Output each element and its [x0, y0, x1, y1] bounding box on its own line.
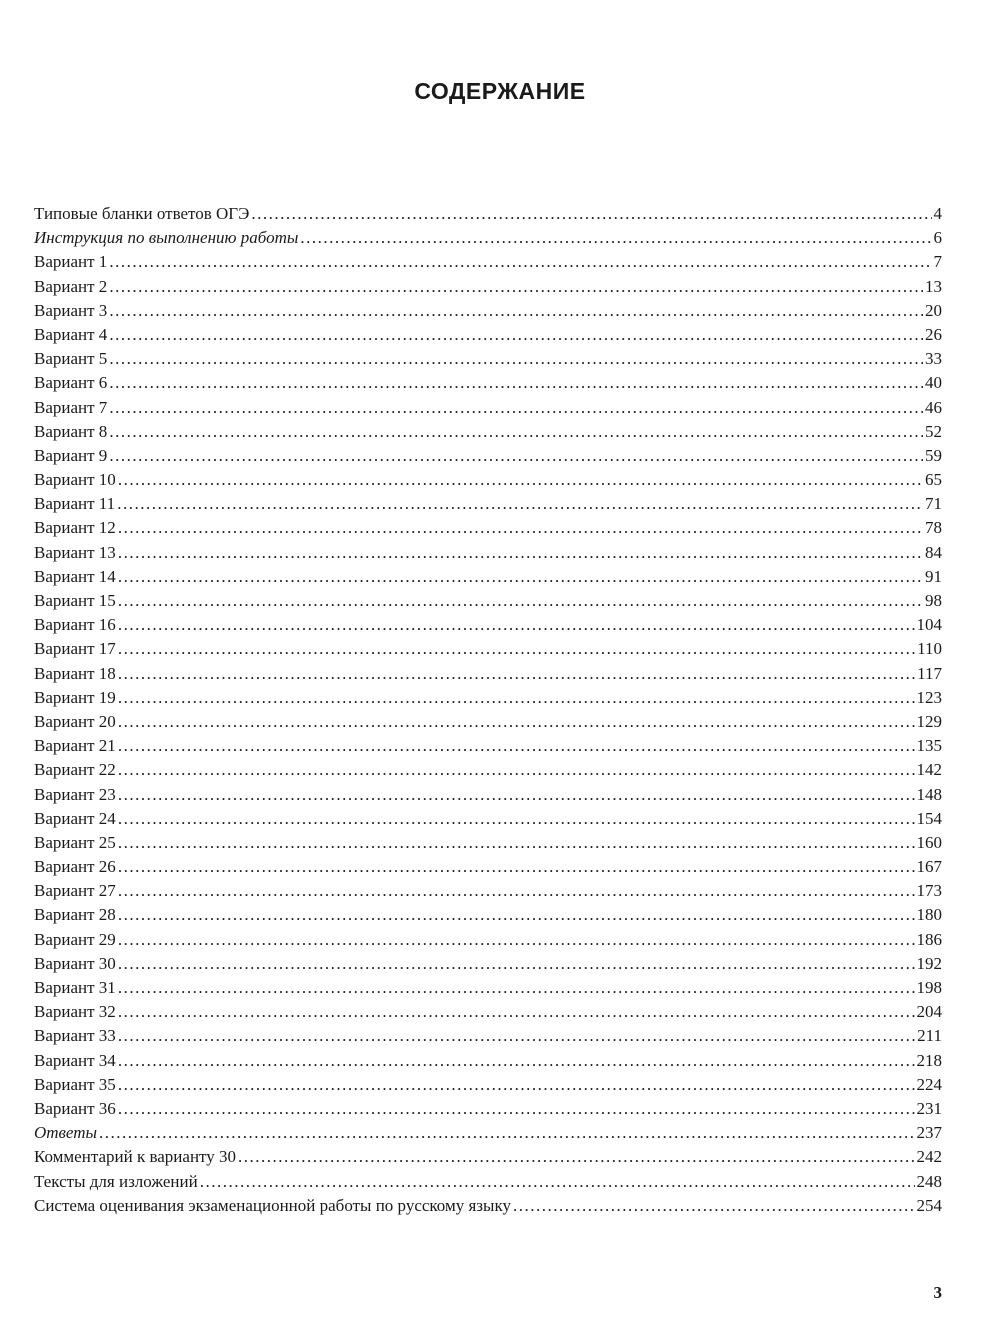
- toc-entry: [34, 758, 942, 782]
- toc-entry-label: Вариант 18: [34, 663, 116, 683]
- toc-entry: [34, 371, 942, 395]
- toc-entry-label: Вариант 25: [34, 832, 116, 852]
- toc-entry: [34, 444, 942, 468]
- toc-entry: [34, 952, 942, 976]
- toc-entry-page: 110: [917, 639, 942, 659]
- dot-leader: [118, 952, 915, 976]
- toc-entry-page: 218: [916, 1050, 942, 1070]
- toc-entry-label: Типовые бланки ответов ОГЭ: [34, 204, 250, 223]
- toc-entry: [34, 1000, 942, 1024]
- dot-leader: [238, 1145, 914, 1169]
- toc-entry: [34, 565, 942, 589]
- toc-entry: [34, 1024, 942, 1048]
- toc-entry: [34, 1073, 942, 1097]
- toc-entry-page: 123: [916, 687, 942, 707]
- toc-entry: [34, 1194, 942, 1218]
- toc-entry: [34, 734, 942, 758]
- dot-leader: [200, 1170, 915, 1194]
- toc-entry-label: Ответы: [34, 1123, 98, 1143]
- toc-entry-page: 40: [925, 373, 942, 393]
- dot-leader: [118, 855, 915, 879]
- toc-entry-page: 204: [916, 1002, 942, 1022]
- toc-entry-label: Вариант 26: [34, 857, 116, 877]
- dot-leader: [118, 686, 915, 710]
- toc-entry: [34, 783, 942, 807]
- toc-entry-label: Вариант 36: [34, 1098, 116, 1118]
- dot-leader: [118, 1024, 915, 1048]
- toc-entry: [34, 710, 942, 734]
- toc-entry-page: 237: [916, 1123, 942, 1143]
- dot-leader: [118, 1049, 915, 1073]
- toc-entry: [34, 396, 942, 420]
- toc-entry-label: Вариант 30: [34, 953, 116, 973]
- toc-entry-page: 46: [925, 397, 942, 417]
- dot-leader: [118, 976, 915, 1000]
- toc-entry-label: Тексты для изложений: [34, 1171, 198, 1191]
- toc-entry-label: Вариант 29: [34, 929, 116, 949]
- toc-entry: [34, 855, 942, 879]
- toc-entry: [34, 516, 942, 540]
- dot-leader: [118, 565, 923, 589]
- dot-leader: [118, 1000, 915, 1024]
- toc-entry-page: 167: [916, 857, 942, 877]
- toc-entry: [34, 1170, 942, 1194]
- toc-entry-label: Вариант 3: [34, 300, 108, 320]
- toc-entry-label: Вариант 12: [34, 518, 116, 538]
- toc-entry-label: Вариант 27: [34, 881, 116, 901]
- toc-entry-page: 148: [916, 784, 942, 804]
- toc-entry-page: 160: [916, 832, 942, 852]
- toc-entry: [34, 1121, 942, 1145]
- dot-leader: [109, 396, 923, 420]
- toc-entry-page: 254: [916, 1195, 942, 1215]
- dot-leader: [109, 299, 923, 323]
- toc-entry-page: 91: [925, 566, 942, 586]
- table-of-contents: [34, 202, 942, 1218]
- toc-entry-label: Вариант 23: [34, 784, 116, 804]
- toc-entry-page: 6: [933, 228, 942, 248]
- toc-entry: [34, 275, 942, 299]
- toc-entry: [34, 831, 942, 855]
- toc-entry: [34, 250, 942, 274]
- toc-entry: [34, 1097, 942, 1121]
- dot-leader: [118, 710, 915, 734]
- dot-leader: [109, 250, 931, 274]
- toc-entry-label: Вариант 7: [34, 397, 108, 417]
- toc-entry-page: 173: [916, 881, 942, 901]
- toc-entry: [34, 323, 942, 347]
- dot-leader: [109, 347, 923, 371]
- toc-entry: [34, 807, 942, 831]
- toc-entry-label: Вариант 8: [34, 421, 108, 441]
- dot-leader: [118, 1097, 915, 1121]
- toc-entry-page: 224: [916, 1074, 942, 1094]
- dot-leader: [118, 1073, 915, 1097]
- toc-entry: [34, 903, 942, 927]
- toc-entry: [34, 662, 942, 686]
- toc-entry-label: Вариант 6: [34, 373, 108, 393]
- toc-entry-label: Вариант 32: [34, 1002, 116, 1022]
- dot-leader: [118, 758, 915, 782]
- toc-entry-page: 129: [916, 711, 942, 731]
- toc-entry-label: Вариант 19: [34, 687, 116, 707]
- toc-entry-label: Вариант 2: [34, 276, 108, 296]
- dot-leader: [109, 444, 923, 468]
- toc-entry: [34, 589, 942, 613]
- toc-entry-page: 135: [916, 736, 942, 756]
- toc-entry-page: 180: [916, 905, 942, 925]
- toc-entry-page: 78: [925, 518, 942, 538]
- toc-entry-label: Вариант 11: [34, 494, 116, 514]
- toc-entry-label: Комментарий к варианту 30: [34, 1147, 237, 1167]
- toc-entry-label: Вариант 13: [34, 542, 116, 562]
- toc-entry-label: Вариант 28: [34, 905, 116, 925]
- dot-leader: [118, 637, 915, 661]
- toc-entry-page: 84: [925, 542, 942, 562]
- toc-entry-label: Система оценивания экзаменационной работы по русскому языку: [34, 1195, 511, 1215]
- dot-leader: [118, 662, 915, 686]
- toc-entry-label: Вариант 16: [34, 615, 116, 635]
- dot-leader: [118, 589, 923, 613]
- toc-entry-label: Вариант 35: [34, 1074, 116, 1094]
- toc-entry-page: 242: [916, 1147, 942, 1167]
- toc-entry-page: 71: [925, 494, 942, 514]
- dot-leader: [118, 903, 915, 927]
- toc-entry-page: 26: [925, 324, 942, 344]
- toc-entry-label: Вариант 21: [34, 736, 116, 756]
- dot-leader: [118, 807, 915, 831]
- toc-entry-page: 59: [925, 445, 942, 465]
- dot-leader: [513, 1194, 915, 1218]
- toc-entry-label: Вариант 1: [34, 252, 108, 272]
- page-number: 3: [933, 1283, 942, 1302]
- toc-entry-page: 98: [925, 591, 942, 610]
- dot-leader: [118, 734, 915, 758]
- toc-entry-label: Вариант 22: [34, 760, 116, 780]
- toc-entry: [34, 1145, 942, 1169]
- toc-entry-page: 104: [916, 615, 942, 635]
- dot-leader: [118, 613, 915, 637]
- dot-leader: [118, 468, 923, 492]
- toc-entry-label: Вариант 20: [34, 711, 116, 731]
- toc-entry-label: Вариант 33: [34, 1026, 116, 1046]
- dot-leader: [118, 783, 915, 807]
- dot-leader: [118, 879, 915, 903]
- dot-leader: [109, 420, 923, 444]
- toc-entry-label: Вариант 5: [34, 349, 108, 369]
- toc-entry: [34, 928, 942, 952]
- toc-entry-page: 192: [916, 953, 942, 973]
- toc-entry-label: Вариант 17: [34, 639, 116, 659]
- toc-entry-label: Вариант 15: [34, 591, 116, 610]
- toc-entry-label: Инструкция по выполнению работы: [34, 228, 299, 248]
- toc-entry-page: 20: [925, 300, 942, 320]
- toc-entry-page: 142: [916, 760, 942, 780]
- toc-entry-page: 65: [925, 470, 942, 490]
- toc-entry-label: Вариант 34: [34, 1050, 116, 1070]
- toc-entry-label: Вариант 31: [34, 978, 116, 997]
- toc-entry-page: 4: [933, 204, 942, 223]
- toc-entry: [34, 420, 942, 444]
- toc-entry: [34, 686, 942, 710]
- toc-entry: [34, 202, 942, 226]
- dot-leader: [109, 323, 923, 347]
- toc-entry: [34, 468, 942, 492]
- toc-entry-page: 7: [933, 252, 942, 272]
- toc-entry-page: 248: [916, 1171, 942, 1191]
- toc-entry-page: 13: [925, 276, 942, 296]
- toc-entry: [34, 492, 942, 516]
- toc-entry: [34, 347, 942, 371]
- page-title: СОДЕРЖАНИЕ: [414, 78, 586, 104]
- toc-entry-label: Вариант 10: [34, 470, 116, 490]
- toc-entry-label: Вариант 4: [34, 324, 108, 344]
- toc-entry-label: Вариант 14: [34, 566, 116, 586]
- toc-entry-page: 52: [925, 421, 942, 441]
- dot-leader: [118, 928, 915, 952]
- toc-entry-page: 211: [917, 1026, 942, 1046]
- dot-leader: [251, 202, 931, 226]
- toc-entry: [34, 541, 942, 565]
- dot-leader: [118, 516, 923, 540]
- dot-leader: [118, 541, 923, 565]
- toc-entry-page: 33: [925, 349, 942, 369]
- toc-entry-page: 154: [916, 808, 942, 828]
- dot-leader: [118, 831, 915, 855]
- dot-leader: [99, 1121, 914, 1145]
- toc-entry: [34, 976, 942, 1000]
- toc-entry-page: 231: [916, 1098, 942, 1118]
- toc-entry-page: 186: [916, 929, 942, 949]
- dot-leader: [117, 492, 923, 516]
- toc-entry: [34, 637, 942, 661]
- toc-entry-page: 117: [917, 663, 942, 683]
- toc-entry-page: 198: [916, 978, 942, 997]
- toc-entry: [34, 226, 942, 250]
- toc-entry: [34, 613, 942, 637]
- toc-entry: [34, 879, 942, 903]
- dot-leader: [109, 371, 923, 395]
- toc-entry: [34, 299, 942, 323]
- toc-entry-label: Вариант 9: [34, 445, 108, 465]
- toc-entry-label: Вариант 24: [34, 808, 116, 828]
- dot-leader: [109, 275, 923, 299]
- toc-entry: [34, 1049, 942, 1073]
- dot-leader: [300, 226, 931, 250]
